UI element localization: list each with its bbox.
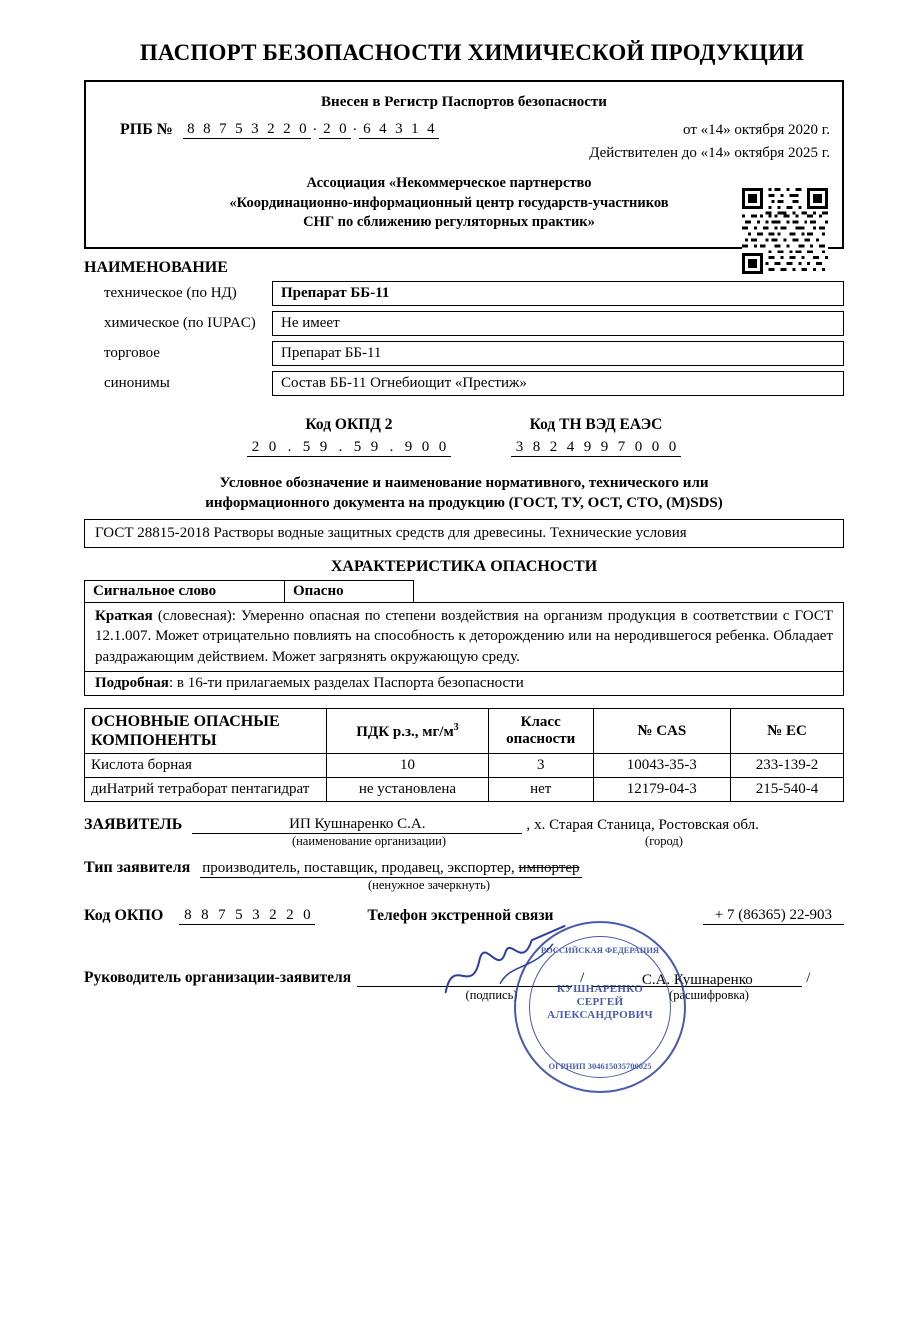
header-components: ОСНОВНЫЕ ОПАСНЫЕ КОМПОНЕНТЫ [85,708,327,753]
naming-row-trade [84,341,844,366]
applicant-name[interactable]: ИП Кушнаренко С.А. [192,816,522,834]
validity-date: до «14» октября 2025 г. [681,145,830,161]
signal-word-value: Опасно [293,583,344,600]
naming-label-trade: торговое [104,344,160,361]
normative-title [102,473,826,514]
hazard-detail-label: Подробная [95,674,169,691]
rpb-number-row [98,121,830,139]
applicant-type-plain: производитель, поставщик, продавец, экспортер, [202,860,515,877]
digit-cell: 2 [279,121,295,139]
digit-cell: 9 [400,439,417,457]
table-header-row [85,708,844,753]
applicant-type-struck: импортер [518,860,580,877]
signal-word-label: Сигнальное слово [85,581,285,602]
digit-cell: 8 [528,439,545,457]
validity-label: Действителен [589,145,679,161]
applicant-captions [84,834,844,849]
hazard-section-title: ХАРАКТЕРИСТИКА ОПАСНОСТИ [330,558,598,576]
stamp-line-3: АЛЕКСАНДРОВИЧ [547,1008,653,1021]
digit-cell: 5 [231,121,247,139]
rpb-dot-1: · [312,122,318,138]
qr-code-icon [742,188,828,274]
naming-value-trade[interactable]: Препарат ББ-11 [272,341,844,366]
digit-cell: 0 [434,439,451,457]
digit-cell: 8 [179,907,196,925]
component-pdk: 10 [327,754,488,778]
digit-cell: . [332,439,349,457]
digit-cell: 0 [647,439,664,457]
digit-cell: 9 [315,439,332,457]
rpb-number-part3 [359,121,439,139]
digit-cell: 1 [407,121,423,139]
association-block [98,174,800,233]
digit-cell: 0 [664,439,681,457]
component-cas: 12179-04-3 [593,778,730,802]
digit-cell: 3 [511,439,528,457]
digit-cell: 7 [215,121,231,139]
component-ec: 233-139-2 [730,754,843,778]
header-pdk-sup: 3 [453,721,459,733]
digit-cell: 3 [247,907,264,925]
digit-cell: 2 [247,439,264,457]
naming-label-technical: техническое (по НД) [104,284,237,301]
okpd-code-block [247,416,451,457]
naming-label-synonyms: синонимы [104,374,170,391]
naming-value-chemical[interactable]: Не имеет [272,311,844,336]
applicant-type-options[interactable] [200,860,581,878]
rpb-number-part1 [183,121,311,139]
naming-row-technical [84,281,844,306]
okpd-value [247,439,451,457]
stamp-line-2: СЕРГЕЙ [576,995,624,1008]
digit-cell: 5 [230,907,247,925]
digit-cell: 2 [264,907,281,925]
digit-cell: 7 [213,907,230,925]
applicant-name-caption: (наименование организации) [291,834,447,849]
component-ec: 215-540-4 [730,778,843,802]
header-ec: № ЕС [730,708,843,753]
digit-cell: 0 [298,907,315,925]
digit-cell: 0 [630,439,647,457]
components-table [84,708,844,802]
okpo-value [179,907,315,925]
digit-cell: 4 [562,439,579,457]
applicant-city[interactable]: х. Старая Станица, Ростовская обл. [534,817,759,834]
tnved-code-block [511,416,681,457]
signature-decode[interactable]: С.А. Кушнаренко [592,972,802,987]
naming-value-synonyms[interactable]: Состав ББ-11 Огнебиощит «Престиж» [272,371,844,396]
hazard-detail-text: : в 16-ти прилагаемых разделах Паспорта безопасности [168,674,524,691]
hazard-brief-text: (словесная): Умеренно опасная по степени воздействия на организм продукция в соответствии с ГОСТ 12.1.007. Может отрицательно повлиять на способность к деторождению или на неродившегося ребенка. Обладает раздражающим действием. Может загрязнять окружающую среду. [95,608,833,665]
applicant-row: ЗАЯВИТЕЛЬ ИП Кушнаренко С.А. , х. Старая Станица, Ростовская обл. [84,816,844,834]
digit-cell: 8 [183,121,199,139]
digit-cell: 0 [335,121,351,139]
component-pdk: не установлена [327,778,488,802]
hazard-brief-label: Краткая [95,608,153,625]
stamp-arc-top: РОССИЙСКАЯ ФЕДЕРАЦИЯ [540,945,660,956]
official-stamp-icon [514,921,686,1093]
digit-cell: 9 [366,439,383,457]
stamp-line-1: КУШНАРЕНКО [556,983,644,996]
signature-captions [84,988,844,1003]
decode-caption: (расшифровка) [669,988,749,1003]
normative-title-line-1: Условное обозначение и наименование нормативного, технического или [219,474,709,491]
registry-header: Внесен в Регистр Паспортов безопасности [321,94,607,110]
digit-cell: 3 [391,121,407,139]
applicant-type-caption: (ненужное зачеркнуть) [368,878,490,893]
digit-cell: 8 [199,121,215,139]
applicant-type-label: Тип заявителя [84,859,191,877]
naming-row-synonyms [84,371,844,396]
okpd-title: Код ОКПД 2 [305,415,393,433]
emergency-phone-label: Телефон экстренной связи [367,907,554,925]
applicant-type-row [84,859,844,878]
digit-cell: 9 [596,439,613,457]
header-cas: № CAS [593,708,730,753]
applicant-city-caption: (город) [645,834,683,849]
tnved-title: Код ТН ВЭД ЕАЭС [529,415,663,433]
digit-cell: 5 [349,439,366,457]
component-name: Кислота борная [85,754,327,778]
table-row [85,754,844,778]
digit-cell: 7 [613,439,630,457]
normative-title-line-2: информационного документа на продукцию (ГОСТ, ТУ, ОСТ, СТО, (M)SDS) [205,494,723,511]
component-cas: 10043-35-3 [593,754,730,778]
document-page [0,40,904,1320]
digit-cell: 8 [196,907,213,925]
digit-cell: 2 [545,439,562,457]
emergency-phone-value[interactable]: + 7 (86365) 22-903 [703,907,844,925]
applicant-label: ЗАЯВИТЕЛЬ [84,816,183,834]
naming-value-technical[interactable]: Препарат ББ-11 [272,281,844,306]
digit-cell: 2 [281,907,298,925]
digit-cell: 6 [359,121,375,139]
hazard-detail-box [84,672,844,696]
issue-date: от «14» октября 2020 г. [683,122,830,138]
leader-label: Руководитель организации-заявителя [84,969,352,987]
association-line-1: Ассоциация «Некоммерческое партнерство [306,175,592,191]
leader-signature-row: Руководитель организации-заявителя / С.А. Кушнаренко / РОССИЙСКАЯ ФЕДЕРАЦИЯ КУШНАРЕНКО СЕРГЕЙ АЛЕКСАНДРОВИЧ ОГРНИП 304615035700025 [84,969,844,987]
digit-cell: 0 [295,121,311,139]
hazard-brief-box [84,602,844,672]
digit-cell: 9 [579,439,596,457]
association-line-3: СНГ по сближению регуляторных практик» [303,214,595,231]
stamp-arc-bottom: ОГРНИП 304615035700025 [548,1061,652,1072]
digit-cell: 4 [423,121,439,139]
component-name: диНатрий тетраборат пентагидрат [85,778,327,802]
component-class: нет [488,778,593,802]
digit-cell: 4 [375,121,391,139]
rpb-number-part2 [319,121,351,139]
rpb-dot-2: · [352,122,358,138]
okpo-label: Код ОКПО [84,907,164,925]
association-line-2: «Координационно-информационный центр государств-участников [229,194,669,211]
table-row [85,778,844,802]
header-pdk [327,708,488,753]
digit-cell: . [281,439,298,457]
rpb-label: РПБ № [120,121,173,138]
digit-cell: 2 [263,121,279,139]
digit-cell: 3 [247,121,263,139]
tnved-value [511,439,681,457]
signature-line[interactable] [357,972,572,987]
digit-cell: 5 [298,439,315,457]
registry-box [84,80,844,249]
signature-caption: (подпись) [465,988,518,1003]
naming-section-title: НАИМЕНОВАНИЕ [84,258,228,276]
okpo-row [84,907,844,925]
digit-cell: 2 [319,121,335,139]
signal-word-row [84,580,414,602]
header-hazard-class: Класс опасности [488,708,593,753]
page-title: ПАСПОРТ БЕЗОПАСНОСТИ ХИМИЧЕСКОЙ ПРОДУКЦИИ [139,40,805,65]
codes-section [84,416,844,457]
validity-row [98,145,830,162]
naming-row-chemical [84,311,844,336]
digit-cell: 0 [264,439,281,457]
document-body [84,80,844,1072]
normative-value[interactable]: ГОСТ 28815-2018 Растворы водные защитных средств для древесины. Технические условия [84,519,844,548]
digit-cell: . [383,439,400,457]
naming-label-chemical: химическое (по IUPAC) [104,314,256,331]
digit-cell: 0 [417,439,434,457]
header-pdk-text: ПДК р.з., мг/м [356,723,454,740]
component-class: 3 [488,754,593,778]
validity-text [589,145,830,162]
